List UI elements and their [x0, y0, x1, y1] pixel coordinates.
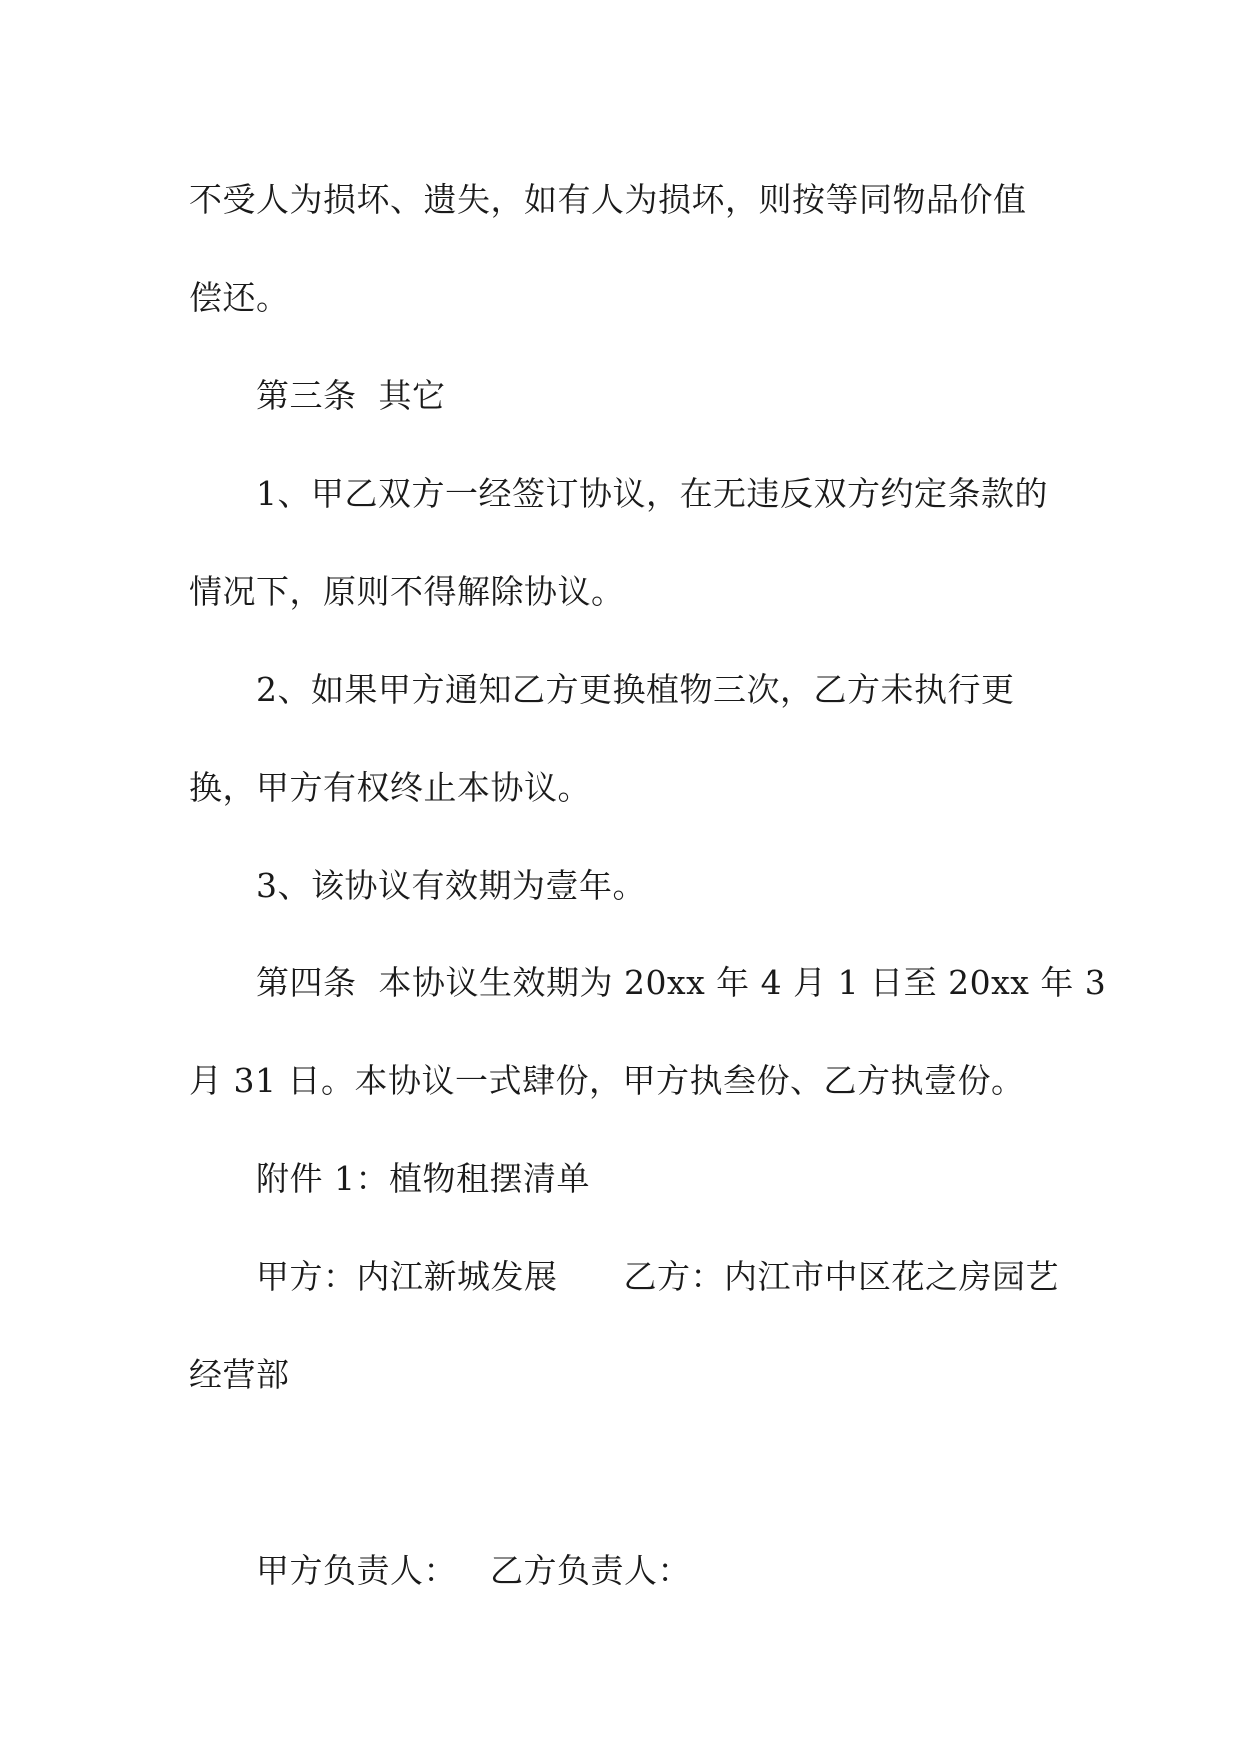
paragraph-line: 偿还。	[189, 278, 290, 317]
section-heading: 第三条 其它	[256, 376, 446, 415]
attachment-line: 附件 1：植物租摆清单	[256, 1159, 590, 1198]
party-line: 经营部	[189, 1355, 290, 1394]
paragraph-line: 1、甲乙双方一经签订协议，在无违反双方约定条款的	[256, 474, 1048, 513]
paragraph-line: 情况下，原则不得解除协议。	[189, 572, 625, 611]
paragraph-line: 3、该协议有效期为壹年。	[256, 866, 646, 905]
paragraph-line: 2、如果甲方通知乙方更换植物三次，乙方未执行更	[256, 670, 1015, 709]
signature-line: 甲方负责人： 乙方负责人：	[256, 1551, 691, 1590]
paragraph-line: 换，甲方有权终止本协议。	[189, 768, 591, 807]
paragraph-line: 不受人为损坏、遗失，如有人为损坏，则按等同物品价值	[189, 180, 1027, 219]
paragraph-line: 月 31 日。本协议一式肆份，甲方执叁份、乙方执壹份。	[189, 1061, 1025, 1100]
section-heading: 第四条 本协议生效期为 20xx 年 4 月 1 日至 20xx 年 3	[256, 963, 1107, 1002]
party-line: 甲方：内江新城发展 乙方：内江市中区花之房园艺	[256, 1257, 1059, 1296]
